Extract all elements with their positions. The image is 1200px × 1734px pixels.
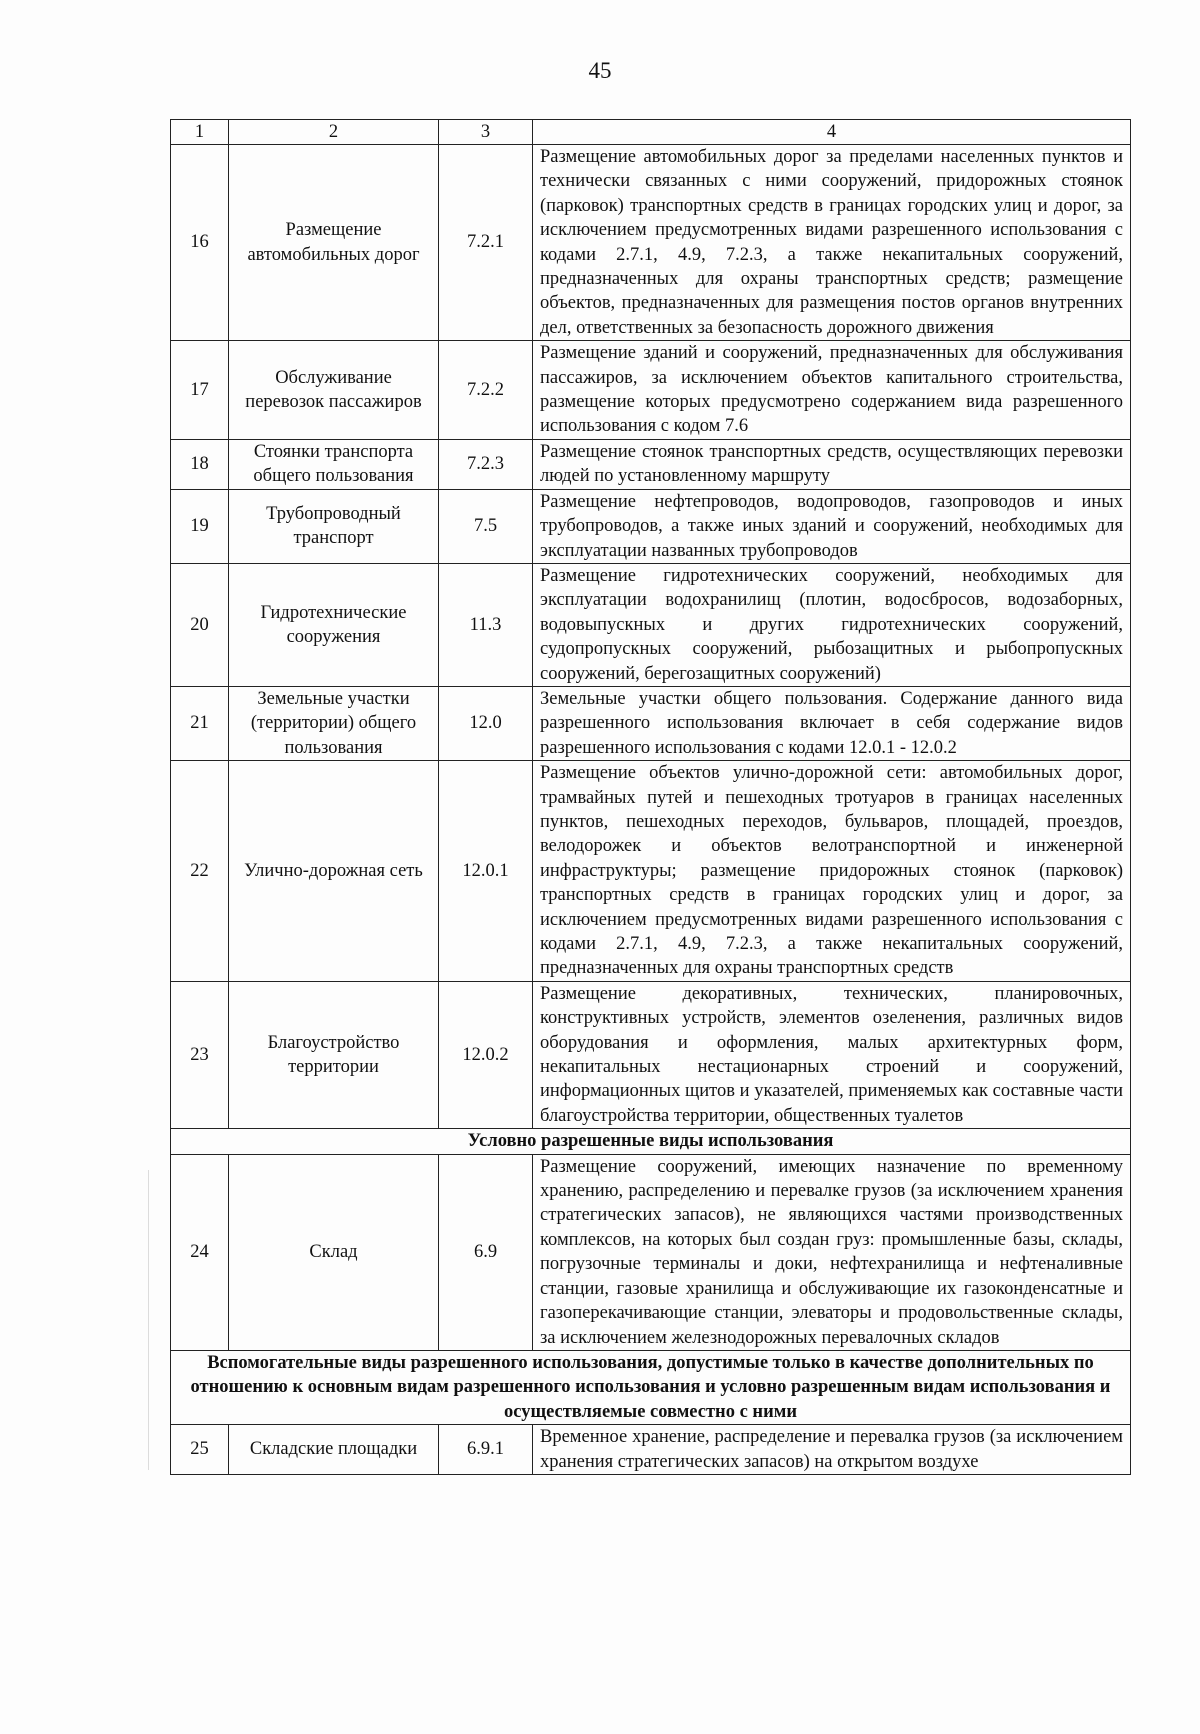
row-number: 25 [171, 1425, 229, 1475]
use-type-description: Размещение зданий и сооружений, предназначенных для обслуживания пассажиров, за исключением объектов капитального строительства, размещение которых предусмотрено содержанием вида разрешенного использования с кодом 7.6 [533, 341, 1131, 440]
header-col-1: 1 [171, 120, 229, 145]
row-number: 17 [171, 341, 229, 440]
table-row [171, 439, 1131, 489]
section-row [171, 1129, 1131, 1154]
row-number: 20 [171, 563, 229, 686]
table-row [171, 145, 1131, 341]
use-type-name: Трубопроводный транспорт [229, 489, 439, 563]
use-type-description: Размещение декоративных, технических, планировочных, конструктивных устройств, элементов озеленения, различных видов оборудования и оформления, малых архитектурных форм, некапитальных нестационарных строений и сооружений, информационных щитов и указателей, применяемых как составные части благоустройства территории, общественных туалетов [533, 981, 1131, 1128]
row-number: 19 [171, 489, 229, 563]
use-type-description: Временное хранение, распределение и перевалка грузов (за исключением хранения стратегических запасов) на открытом воздухе [533, 1425, 1131, 1475]
header-col-2: 2 [229, 120, 439, 145]
row-number: 21 [171, 686, 229, 760]
use-type-name: Земельные участки (территории) общего пользования [229, 686, 439, 760]
use-type-description: Земельные участки общего пользования. Содержание данного вида разрешенного использования включает в себя содержание видов разрешенного использования с кодами 12.0.1 - 12.0.2 [533, 686, 1131, 760]
use-type-description: Размещение автомобильных дорог за пределами населенных пунктов и технически связанных с ними сооружений, придорожных стоянок (парковок) транспортных средств в границах городских улиц и дорог, за исключением предусмотренных видами разрешенного использования с кодами 2.7.1, 4.9, 7.2.3, а также некапитальных сооружений, предназначенных для охраны транспортных средств; размещение объектов, предназначенных для размещения постов органов внутренних дел, ответственных за безопасность дорожного движения [533, 145, 1131, 341]
use-type-code: 11.3 [439, 563, 533, 686]
scan-artifact [148, 1170, 149, 1470]
use-type-name: Размещение автомобильных дорог [229, 145, 439, 341]
table-row [171, 981, 1131, 1128]
use-type-description: Размещение сооружений, имеющих назначение по временному хранению, распределению и перевалке грузов (за исключением хранения стратегических запасов), не являющихся частями производственных комплексов, на которых был создан груз: промышленные базы, склады, погрузочные терминалы и доки, нефтехранилища и нефтеналивные станции, газовые хранилища и обслуживающие их газоконденсатные и газоперекачивающие станции, элеваторы и продовольственные склады, за исключением железнодорожных перевалочных складов [533, 1154, 1131, 1350]
use-type-description: Размещение гидротехнических сооружений, необходимых для эксплуатации водохранилищ (плотин, водосбросов, водозаборных, водовыпускных и других гидротехнических сооружений, судопропускных сооружений, рыбозащитных и рыбопропускных сооружений, берегозащитных сооружений) [533, 563, 1131, 686]
use-type-name: Склад [229, 1154, 439, 1350]
use-type-code: 7.2.1 [439, 145, 533, 341]
table-row [171, 686, 1131, 760]
use-type-name: Благоустройство территории [229, 981, 439, 1128]
table-row [171, 1425, 1131, 1475]
table-row [171, 1154, 1131, 1350]
row-number: 16 [171, 145, 229, 341]
header-col-4: 4 [533, 120, 1131, 145]
use-type-code: 6.9.1 [439, 1425, 533, 1475]
row-number: 22 [171, 761, 229, 982]
row-number: 23 [171, 981, 229, 1128]
land-use-table [170, 119, 1131, 1475]
section-title-conditional: Условно разрешенные виды использования [171, 1129, 1131, 1154]
table-row [171, 489, 1131, 563]
use-type-description: Размещение нефтепроводов, водопроводов, газопроводов и иных трубопроводов, а также иных зданий и сооружений, необходимых для эксплуатации названных трубопроводов [533, 489, 1131, 563]
page-number: 45 [588, 58, 612, 83]
use-type-code: 7.2.2 [439, 341, 533, 440]
use-type-code: 12.0.2 [439, 981, 533, 1128]
use-type-code: 7.2.3 [439, 439, 533, 489]
use-type-code: 12.0 [439, 686, 533, 760]
use-type-description: Размещение объектов улично-дорожной сети: автомобильных дорог, трамвайных путей и пешеходных тротуаров в границах населенных пунктов, пешеходных переходов, бульваров, площадей, проездов, велодорожек и объектов велотранспортной и инженерной инфраструктуры; размещение придорожных стоянок (парковок) транспортных средств в границах городских улиц и дорог, за исключением предусмотренных видами разрешенного использования с кодами 2.7.1, 4.9, 7.2.3, а также некапитальных сооружений, предназначенных для охраны транспортных средств [533, 761, 1131, 982]
use-type-name: Складские площадки [229, 1425, 439, 1475]
section-row [171, 1350, 1131, 1424]
table-header-row [171, 120, 1131, 145]
table-row [171, 341, 1131, 440]
row-number: 18 [171, 439, 229, 489]
header-col-3: 3 [439, 120, 533, 145]
use-type-code: 7.5 [439, 489, 533, 563]
use-type-code: 12.0.1 [439, 761, 533, 982]
use-type-description: Размещение стоянок транспортных средств, осуществляющих перевозки людей по установленному маршруту [533, 439, 1131, 489]
use-type-name: Обслуживание перевозок пассажиров [229, 341, 439, 440]
section-title-auxiliary: Вспомогательные виды разрешенного использования, допустимые только в качестве дополнительных по отношению к основным видам разрешенного использования и условно разрешенным видам использования и осуществляемые совместно с ними [171, 1350, 1131, 1424]
use-type-name: Стоянки транспорта общего пользования [229, 439, 439, 489]
table-row [171, 563, 1131, 686]
table-row [171, 761, 1131, 982]
use-type-code: 6.9 [439, 1154, 533, 1350]
row-number: 24 [171, 1154, 229, 1350]
use-type-name: Улично-дорожная сеть [229, 761, 439, 982]
use-type-name: Гидротехнические сооружения [229, 563, 439, 686]
